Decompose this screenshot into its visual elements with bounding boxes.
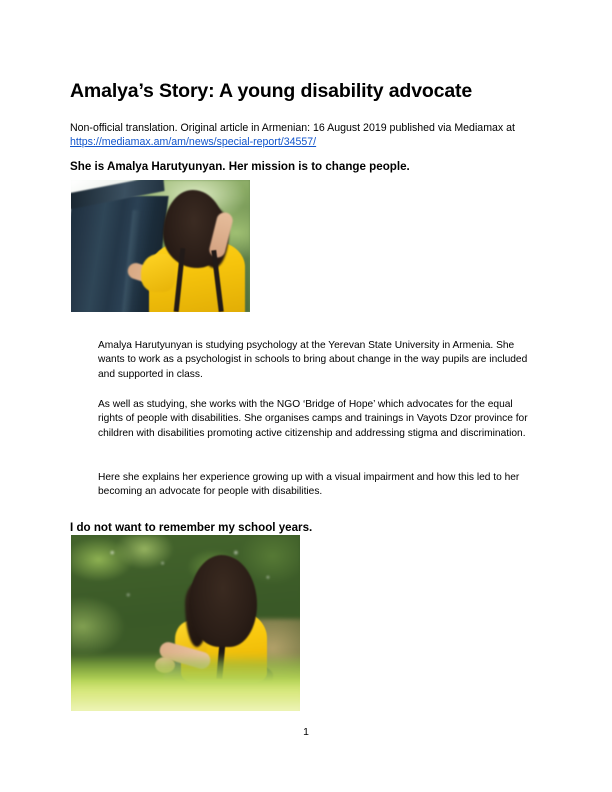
mediamax-source-link[interactable]: https://mediamax.am/am/news/special-report/34557/ [70,136,317,149]
photo-person-sleeve [141,254,175,292]
photo-foreground-grass-blur [71,681,300,711]
paragraph-study: Amalya Harutyunyan is studying psychology at the Yerevan State University in Armenia. She wants to work as a psychologist in schools to bring about change in the way pupils are included and supported in class. [98,340,528,380]
paragraph-intro-story: Here she explains her experience growing up with a visual impairment and how this led to her becoming an advocate for people with disabilities. [98,472,520,498]
amalya-leaning-on-blue-railing-photo [71,180,250,312]
amalya-sitting-on-grass-photo [71,535,300,711]
page-title: Amalya’s Story: A young disability advocate [70,80,473,103]
page-number: 1 [303,727,309,738]
photo-person-hair [189,555,257,647]
section-heading-mission: She is Amalya Harutyunyan. Her mission is to change people. [70,159,410,173]
translation-note-text: Non-official translation. Original article in Armenian: 16 August 2019 published via Mediamax at [70,121,515,134]
paragraph-ngo-work: As well as studying, she works with the NGO ‘Bridge of Hope’ which advocates for the equal rights of people with disabilities. She organises camps and trainings in Vayots Dzor province for children with disabilities promoting active citizenship and addressing stigma and discrimination. [98,399,528,439]
translation-note [70,121,522,150]
section-heading-school-years: I do not want to remember my school years. [70,520,313,534]
